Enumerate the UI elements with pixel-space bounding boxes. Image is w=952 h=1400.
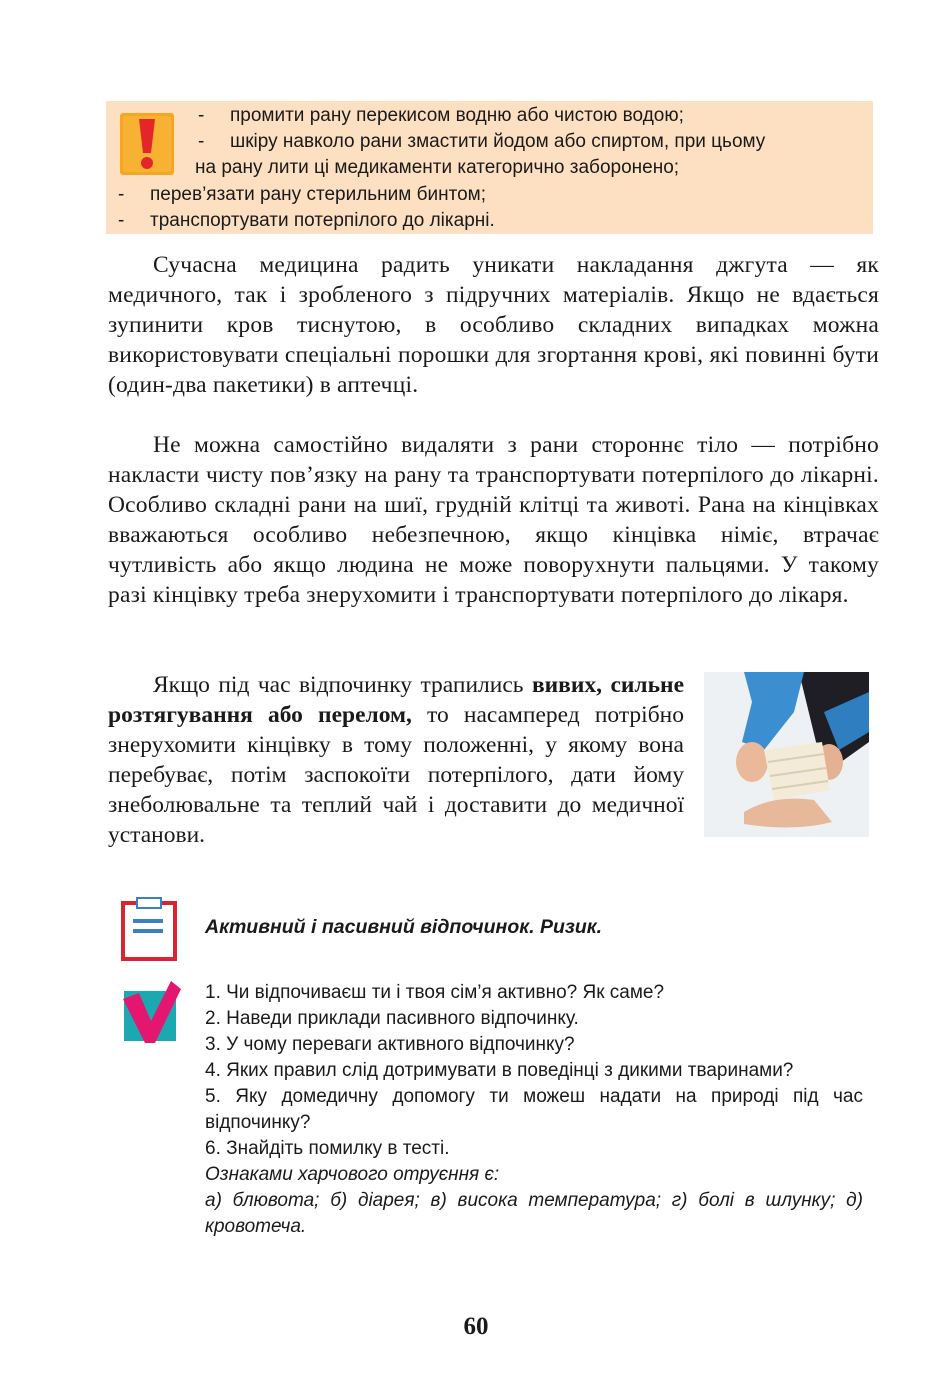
warning-item: - шкіру навколо рани змастити йодом або спиртом, при цьому: [198, 131, 766, 152]
warning-item: - транспортувати потерпілого до лікарні.: [118, 210, 495, 231]
page-number: 60: [463, 1313, 489, 1340]
question-item: 2. Наведи приклади пасивного відпочинку.: [205, 1008, 579, 1029]
warning-item: - промити рану перекисом водню або чистою водою;: [198, 105, 684, 126]
question-item: 4. Яких правил слід дотримувати в поведінці з дикими тваринами?: [205, 1060, 794, 1081]
bold-emphasis: вивих, сильне розтягування або перелом,: [108, 672, 684, 728]
warning-item-continuation: на рану лити ці медикаменти категорично заборонено;: [195, 157, 680, 178]
section-title: Активний і пасивний відпочинок. Ризик.: [205, 916, 603, 938]
question-item: 6. Знайдіть помилку в тесті.: [205, 1138, 450, 1159]
warning-item: - перев’язати рану стерильним бинтом;: [118, 184, 487, 205]
warning-box: [106, 101, 873, 234]
question-item: 1. Чи відпочиваєш ти і твоя сім’я активно? Як саме?: [205, 982, 665, 1003]
question-item: 3. У чому переваги активного відпочинку?: [205, 1034, 575, 1055]
test-prompt: Ознаками харчового отруєння є:: [205, 1164, 500, 1185]
ankle-bandage-photo: [704, 672, 869, 837]
question-item: 5. Яку домедичну допомогу ти можеш надати на природі під час відпочинку?: [205, 1086, 863, 1133]
checkmark-icon: [121, 981, 181, 1043]
paragraph-3: Якщо під час відпочинку трапились вивих, сильне розтягування або перелом, то насамперед потрібно знерухомити кінцівку в тому положенні, у якому вона перебуває, потім заспокоїти потерпілого, дати йому знеболювальне та теплий чай і доставити до медичної установи.: [108, 672, 684, 848]
exclamation-icon: [120, 113, 174, 175]
paragraph-2: Не можна самостійно видаляти з рани стороннє тіло — потрібно накласти чисту пов’язку на рану та транспортувати потерпілого до лікарні. Особливо складні рани на шиї, грудній клітці та животі. Рана на кінцівках вважаються особливо небезпечною, якщо кінцівка німіє, втрачає чутливість або якщо людина не може поворухнути пальцями. У такому разі кінцівку треба знерухомити і транспортувати потерпілого до лікаря.: [108, 432, 879, 608]
questions-list: [205, 980, 863, 1240]
clipboard-icon: [121, 897, 179, 961]
paragraph-1: Сучасна медицина радить уникати накладання джгута — як медичного, так і зробленого з підручних матеріалів. Якщо не вдається зупинити кров тиснутою, в особливо складних випадках можна використовувати спеціальні порошки для згортання крові, які повинні бути (один-два пакетики) в аптечці.: [108, 252, 879, 398]
test-options: а) блювота; б) діарея; в) висока температура; г) болі в шлунку; д) кровотеча.: [205, 1190, 863, 1237]
